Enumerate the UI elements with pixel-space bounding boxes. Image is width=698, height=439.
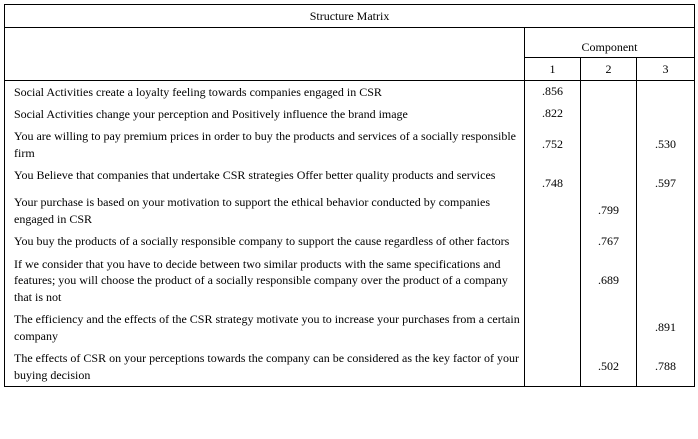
loading-value: .767: [581, 230, 637, 253]
component-number-3: 3: [637, 58, 695, 81]
loading-value: [581, 308, 637, 347]
loading-value: [525, 253, 581, 309]
loading-value: .799: [581, 191, 637, 230]
item-label: The efficiency and the effects of the CSR strategy motivate you to increase your purchases from a certain company: [5, 308, 525, 347]
component-header: Component: [525, 28, 695, 58]
table-row: [5, 308, 695, 347]
loading-value: .748: [525, 164, 581, 191]
loading-value: .891: [637, 308, 695, 347]
loading-value: [637, 103, 695, 126]
item-label: You are willing to pay premium prices in order to buy the products and services of a socially responsible firm: [5, 125, 525, 164]
item-label: You Believe that companies that undertake CSR strategies Offer better quality products and services: [5, 164, 525, 191]
item-label: Your purchase is based on your motivation to support the ethical behavior conducted by companies engaged in CSR: [5, 191, 525, 230]
component-number-1: 1: [525, 58, 581, 81]
loading-value: [525, 230, 581, 253]
loading-value: .752: [525, 125, 581, 164]
table-title: Structure Matrix: [5, 5, 695, 28]
loading-value: [637, 81, 695, 103]
structure-matrix-table: [4, 4, 695, 387]
table-row: [5, 164, 695, 191]
item-label: Social Activities change your perception and Positively influence the brand image: [5, 103, 525, 126]
row-label-header-cell: [5, 28, 525, 81]
loading-value: .530: [637, 125, 695, 164]
loading-value: [581, 81, 637, 103]
component-number-2: 2: [581, 58, 637, 81]
item-label: If we consider that you have to decide between two similar products with the same specifications and features; you will choose the product of a socially responsible company over the product of a company that is not: [5, 253, 525, 309]
table-row: [5, 81, 695, 103]
loading-value: [637, 253, 695, 309]
item-label: Social Activities create a loyalty feeling towards companies engaged in CSR: [5, 81, 525, 103]
loading-value: [581, 164, 637, 191]
title-row: [5, 5, 695, 28]
table-row: [5, 347, 695, 387]
table-row: [5, 253, 695, 309]
loading-value: .788: [637, 347, 695, 387]
loading-value: [525, 308, 581, 347]
table-row: [5, 230, 695, 253]
matrix-body: [5, 81, 695, 387]
loading-value: .502: [581, 347, 637, 387]
loading-value: [637, 230, 695, 253]
item-label: You buy the products of a socially responsible company to support the cause regardless of other factors: [5, 230, 525, 253]
loading-value: [637, 191, 695, 230]
loading-value: [581, 103, 637, 126]
component-header-row: [5, 28, 695, 58]
loading-value: .597: [637, 164, 695, 191]
table-row: [5, 103, 695, 126]
loading-value: [525, 191, 581, 230]
loading-value: .689: [581, 253, 637, 309]
loading-value: [581, 125, 637, 164]
item-label: The effects of CSR on your perceptions towards the company can be considered as the key factor of your buying decision: [5, 347, 525, 387]
loading-value: .856: [525, 81, 581, 103]
loading-value: [525, 347, 581, 387]
loading-value: .822: [525, 103, 581, 126]
table-row: [5, 191, 695, 230]
table-row: [5, 125, 695, 164]
